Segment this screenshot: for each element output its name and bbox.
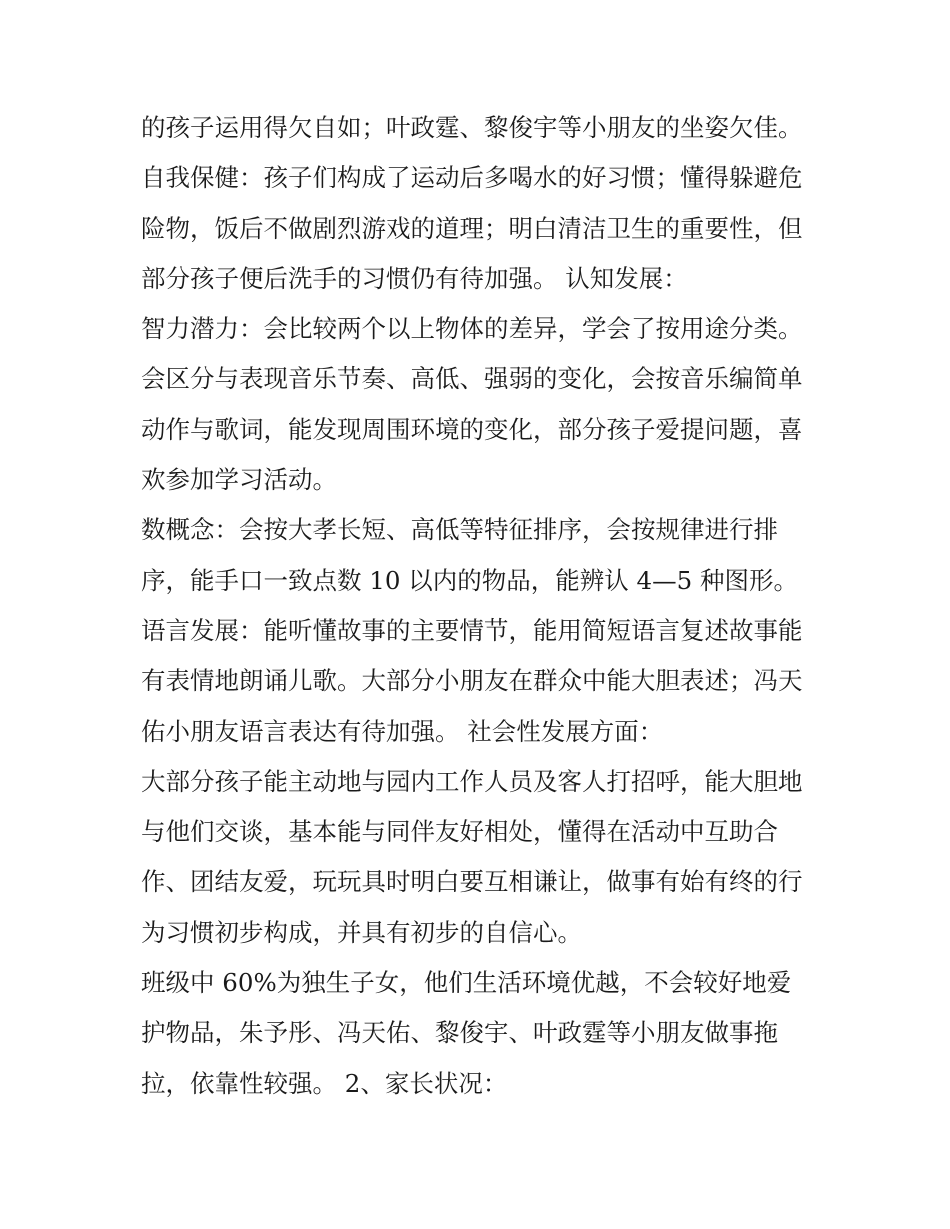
text-line: 部分孩子便后洗手的习惯仍有待加强。 认知发展： bbox=[141, 263, 688, 293]
text-line: 作、团结友爱，玩玩具时明白要互相谦让，做事有始有终的行 bbox=[141, 867, 803, 897]
text-line: 动作与歌词，能发现周围环境的变化，部分孩子爱提问题，喜 bbox=[141, 414, 803, 444]
text-line: 为习惯初步构成，并具有初步的自信心。 bbox=[141, 917, 582, 947]
text-line: 数概念：会按大孝长短、高低等特征排序，会按规律进行排 bbox=[141, 515, 778, 545]
text-line: 与他们交谈，基本能与同伴友好相处，懂得在活动中互助合 bbox=[141, 817, 778, 847]
text-line: 护物品，朱予彤、冯天佑、黎俊宇、叶政霆等小朋友做事拖 bbox=[141, 1018, 778, 1048]
text-line: 自我保健：孩子们构成了运动后多喝水的好习惯；懂得躲避危 bbox=[141, 163, 803, 193]
text-line: 会区分与表现音乐节奏、高低、强弱的变化，会按音乐编简单 bbox=[141, 364, 803, 394]
text-line: 有表情地朗诵儿歌。大部分小朋友在群众中能大胆表述；冯天 bbox=[141, 666, 803, 696]
text-line: 序，能手口一致点数 10 以内的物品，能辨认 4—5 种图形。 bbox=[141, 565, 798, 595]
text-line: 欢参加学习活动。 bbox=[141, 465, 337, 495]
text-line: 的孩子运用得欠自如；叶政霆、黎俊宇等小朋友的坐姿欠佳。 bbox=[141, 113, 803, 142]
text-line: 险物，饭后不做剧烈游戏的道理；明白清洁卫生的重要性，但 bbox=[141, 213, 803, 243]
text-line: 拉，依靠性较强。 2、家长状况： bbox=[141, 1068, 508, 1098]
text-line: 语言发展：能听懂故事的主要情节，能用简短语言复述故事能 bbox=[141, 615, 803, 645]
text-line: 班级中 60%为独生子女，他们生活环境优越，不会较好地爱 bbox=[141, 968, 792, 998]
text-line: 大部分孩子能主动地与园内工作人员及客人打招呼，能大胆地 bbox=[141, 766, 803, 796]
text-line: 佑小朋友语言表达有待加强。 社会性发展方面： bbox=[141, 716, 664, 746]
text-line: 智力潜力：会比较两个以上物体的差异，学会了按用途分类。 bbox=[141, 314, 803, 344]
document-body bbox=[141, 103, 821, 1109]
